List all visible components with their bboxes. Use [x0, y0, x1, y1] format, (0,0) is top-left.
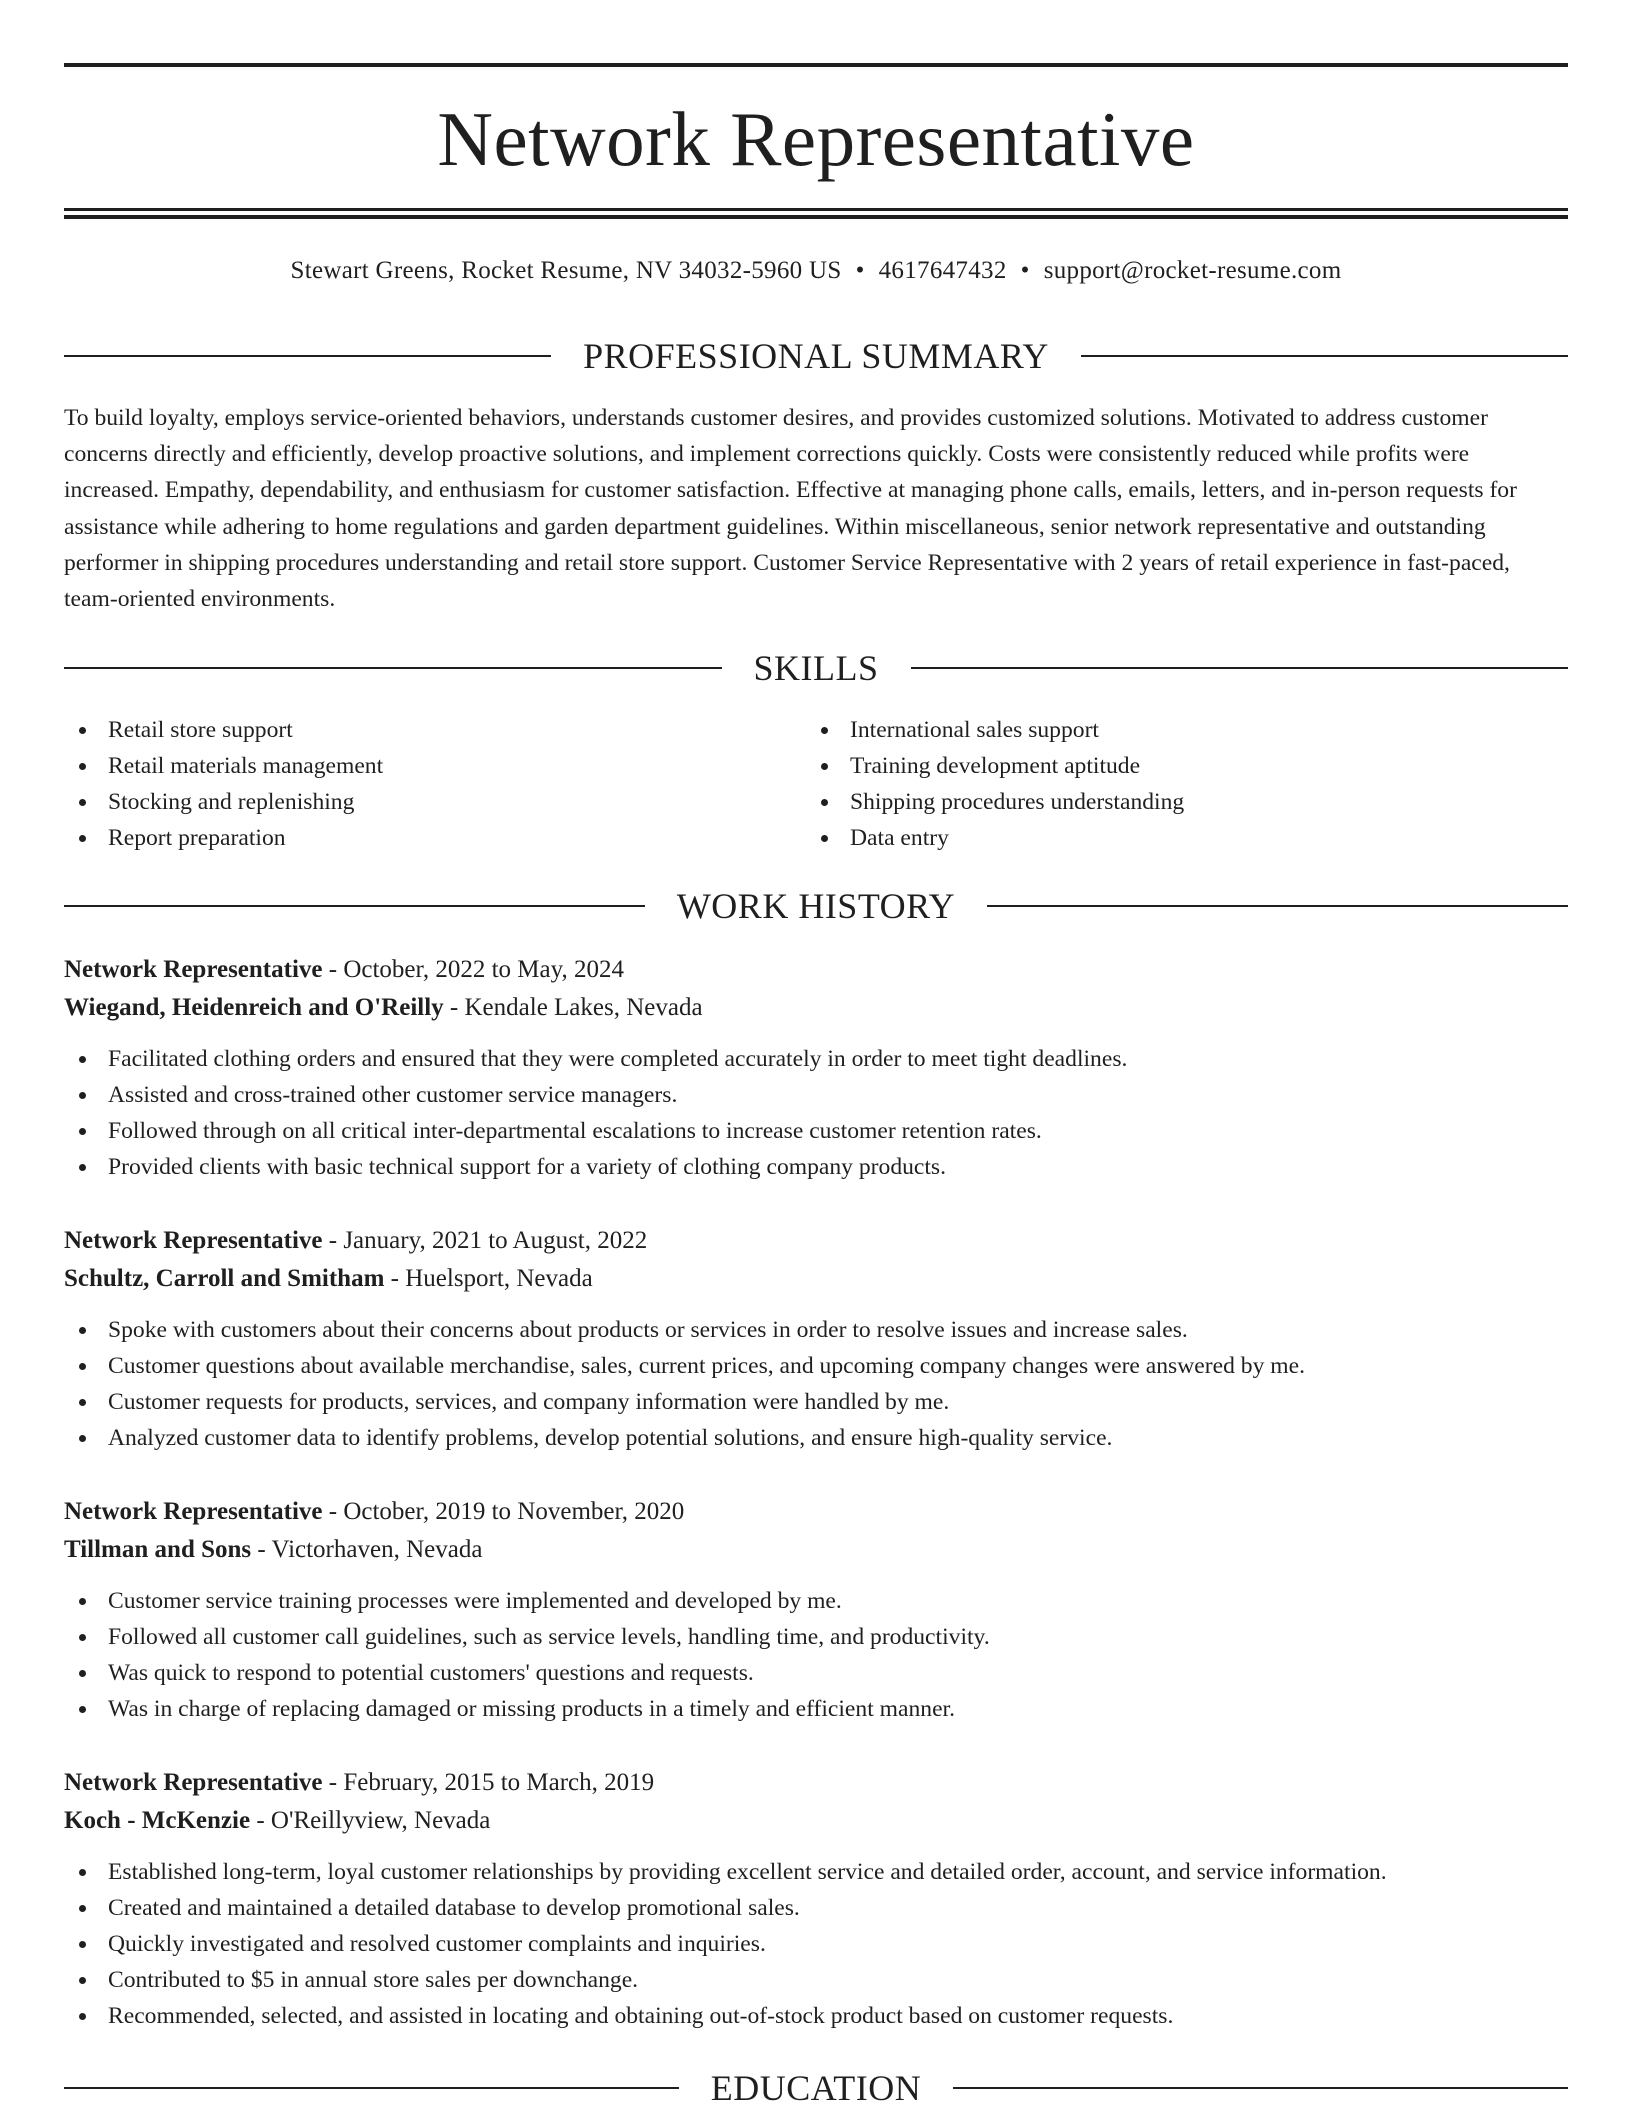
skill-item: Stocking and replenishing [64, 784, 383, 820]
job-title-line [64, 1493, 1568, 1531]
header-rule-double-upper [64, 208, 1568, 211]
header-rule-double-lower [64, 215, 1568, 219]
section-title: SKILLS [753, 648, 879, 688]
section-heading-skills [64, 646, 1568, 690]
job-bullet: Customer questions about available merchandise, sales, current prices, and upcoming company changes were answered by me. [64, 1348, 1568, 1384]
job-bullets [64, 1583, 1568, 1727]
section-title: PROFESSIONAL SUMMARY [583, 336, 1049, 376]
summary-text: To build loyalty, employs service-oriented behaviors, understands customer desires, and provides customized solutions. Motivated to address customer concerns directly and efficiently, develop proactive solutions, and implement corrections quickly. Costs were consistently reduced while profits were increased. Empathy, dependability, and enthusiasm for customer satisfaction. Effective at managing phone calls, emails, letters, and in-person requests for assistance while adhering to home regulations and garden department guidelines. Within miscellaneous, senior network representative and outstanding performer in shipping procedures understanding and retail store support. Customer Service Representative with 2 years of retail experience in fast-paced, team-oriented environments. [64, 405, 1517, 613]
contact-email: support@rocket-resume.com [1043, 257, 1342, 284]
job-bullet: Spoke with customers about their concerns about products or services in order to resolve issues and increase sales. [64, 1312, 1568, 1348]
heading-rule [1081, 355, 1568, 357]
skill-item: Retail materials management [64, 748, 383, 784]
job-bullet: Customer service training processes were implemented and developed by me. [64, 1583, 1568, 1619]
job-bullet: Recommended, selected, and assisted in locating and obtaining out-of-stock product based on customer requests. [64, 1998, 1568, 2034]
contact-phone: 4617647432 [878, 257, 1007, 284]
section-heading-work-history [64, 884, 1568, 928]
job-bullet: Was quick to respond to potential customers' questions and requests. [64, 1655, 1568, 1691]
job-company-line [64, 989, 1568, 1027]
job-company: Tillman and Sons [64, 1536, 252, 1563]
job-dates: - October, 2022 to May, 2024 [322, 956, 624, 983]
job-company: Koch - McKenzie [64, 1807, 251, 1834]
skill-item: International sales support [806, 712, 1184, 748]
heading-rule [64, 355, 551, 357]
heading-rule [64, 667, 722, 669]
skill-item: Shipping procedures understanding [806, 784, 1184, 820]
section-heading-education [64, 2066, 1568, 2110]
job-dates: - January, 2021 to August, 2022 [322, 1227, 648, 1254]
job-entry [64, 1493, 1568, 1727]
job-location: - O'Reillyview, Nevada [250, 1807, 491, 1834]
heading-rule [987, 905, 1568, 907]
job-title: Network Representative [64, 956, 323, 983]
skills-list-right [806, 712, 1184, 856]
skill-item: Retail store support [64, 712, 383, 748]
job-dates: - October, 2019 to November, 2020 [322, 1498, 685, 1525]
job-bullet: Established long-term, loyal customer relationships by providing excellent service and detailed order, account, and service information. [64, 1854, 1568, 1890]
job-company-line [64, 1260, 1568, 1298]
job-title: Network Representative [64, 1769, 323, 1796]
job-bullet: Facilitated clothing orders and ensured that they were completed accurately in order to meet tight deadlines. [64, 1041, 1568, 1077]
job-company: Wiegand, Heidenreich and O'Reilly [64, 994, 444, 1021]
job-company-line [64, 1531, 1568, 1569]
contact-address: Stewart Greens, Rocket Resume, NV 34032-5960 US [290, 257, 842, 284]
job-dates: - February, 2015 to March, 2019 [322, 1769, 655, 1796]
job-bullet: Followed through on all critical inter-departmental escalations to increase customer retention rates. [64, 1113, 1568, 1149]
job-company-line [64, 1802, 1568, 1840]
job-location: - Kendale Lakes, Nevada [443, 994, 703, 1021]
skill-item: Data entry [806, 820, 1184, 856]
job-entry [64, 1764, 1568, 2034]
job-title-line [64, 1222, 1568, 1260]
job-entry [64, 951, 1568, 1185]
heading-rule [64, 905, 645, 907]
job-title: Network Representative [64, 1498, 323, 1525]
job-location: - Huelsport, Nevada [384, 1265, 593, 1292]
job-bullet: Analyzed customer data to identify problems, develop potential solutions, and ensure high-quality service. [64, 1420, 1568, 1456]
job-entry [64, 1222, 1568, 1456]
job-bullet: Assisted and cross-trained other customer service managers. [64, 1077, 1568, 1113]
job-bullets [64, 1854, 1568, 2034]
skill-item: Report preparation [64, 820, 383, 856]
job-bullet: Contributed to $5 in annual store sales per downchange. [64, 1962, 1568, 1998]
job-bullets [64, 1312, 1568, 1456]
skills-list-left [64, 712, 383, 856]
job-bullet: Followed all customer call guidelines, such as service levels, handling time, and productivity. [64, 1619, 1568, 1655]
contact-separator: • [855, 257, 865, 284]
section-title: WORK HISTORY [676, 886, 956, 926]
job-bullet: Quickly investigated and resolved customer complaints and inquiries. [64, 1926, 1568, 1962]
section-heading-summary [64, 334, 1568, 378]
job-title: Network Representative [64, 1227, 323, 1254]
section-title: EDUCATION [710, 2068, 922, 2108]
contact-line [64, 254, 1568, 288]
job-company: Schultz, Carroll and Smitham [64, 1265, 385, 1292]
skill-item: Training development aptitude [806, 748, 1184, 784]
job-bullet: Customer requests for products, services, and company information were handled by me. [64, 1384, 1568, 1420]
resume-title: Network Representative [437, 96, 1195, 182]
heading-rule [64, 2087, 679, 2089]
job-bullet: Provided clients with basic technical support for a variety of clothing company products. [64, 1149, 1568, 1185]
job-bullet: Was in charge of replacing damaged or missing products in a timely and efficient manner. [64, 1691, 1568, 1727]
job-title-line [64, 951, 1568, 989]
header-rule-top [64, 63, 1568, 67]
heading-rule [953, 2087, 1568, 2089]
job-title-line [64, 1764, 1568, 1802]
job-bullets [64, 1041, 1568, 1185]
job-location: - Victorhaven, Nevada [251, 1536, 483, 1563]
contact-separator: • [1020, 257, 1030, 284]
job-bullet: Created and maintained a detailed database to develop promotional sales. [64, 1890, 1568, 1926]
heading-rule [911, 667, 1569, 669]
